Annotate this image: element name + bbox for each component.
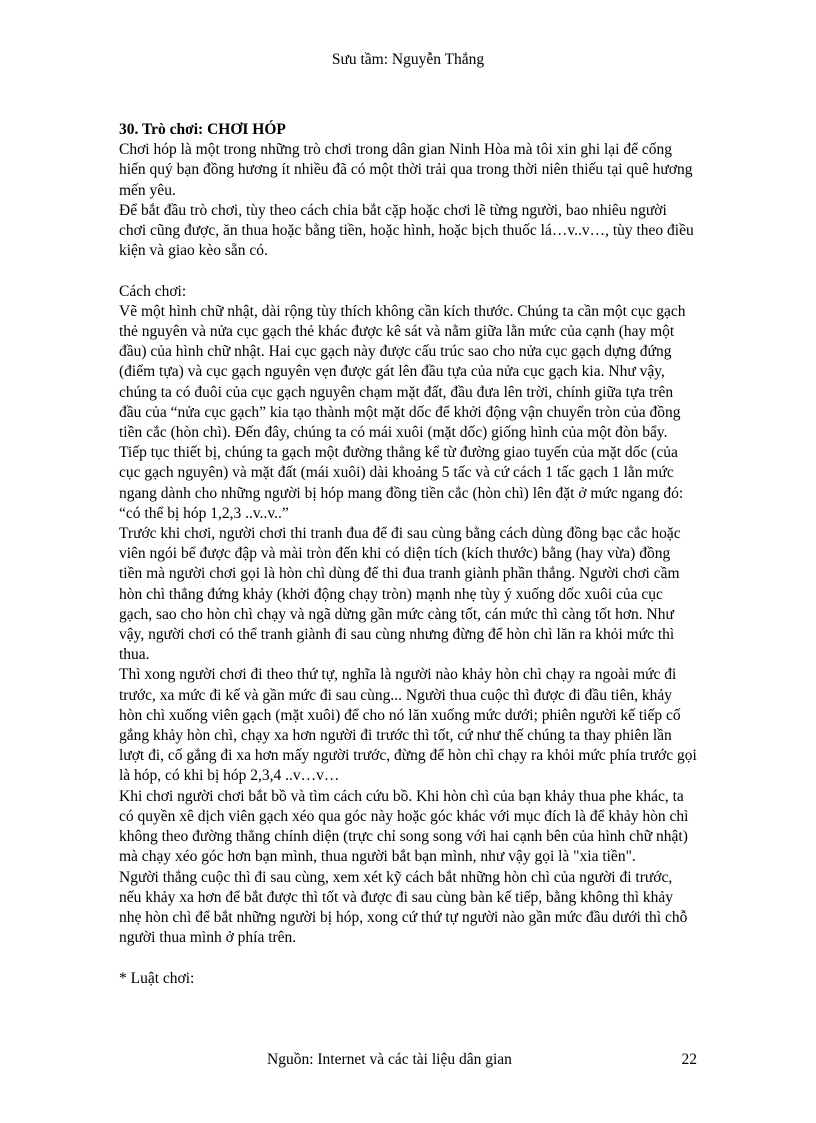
page-header [0, 51, 816, 69]
document-body [119, 120, 697, 989]
page-number: 22 [681, 1051, 697, 1068]
paragraph-spacer [119, 261, 697, 281]
how-to-play-paragraph: Trước khi chơi, người chơi thi tranh đua để đi sau cùng bằng cách dùng đồng bạc cắc hoặc viên ngói bể được đập và mài tròn đến khi có diện tích (kích thước) bằng (hay vừa) đồng tiền mà người chơi gọi là hòn chì dùng để thi đua tranh giành phần thắng. Người chơi cầm hòn chì thẳng đứng khảy (khởi động chạy tròn) mạnh nhẹ tùy ý xuống dốc xuôi của cục gạch, sao cho hòn chì chạy và ngã dừng gần mức càng tốt, cán mức thì càng tốt hơn. Như vậy, người chơi có thể tranh giành đi sau cùng nhưng đừng để hòn chì lăn ra khỏi mức thì thua. [119, 525, 681, 664]
how-to-play-paragraph: Vẽ một hình chữ nhật, dài rộng tùy thích không cần kích thước. Chúng ta cần một cục gạch thẻ nguyên và nửa cục gạch thẻ khác được kê sát và nằm giữa lằn mức của cạnh (hay một đầu) của hình chữ nhật. Hai cục gạch này được cấu trúc sao cho nửa cục gạch dựng đứng (điểm tựa) và cục gạch nguyên vẹn được gát lên đầu tựa của nửa cục gạch kia. Như vậy, chúng ta có đuôi của cục gạch nguyên chạm mặt đất, đầu đưa lên trời, chính giữa tựa trên đầu của “nửa cục gạch” kia tạo thành một mặt dốc để khởi động vận chuyển tròn của đồng tiền cắc (hòn chì). Đến đây, chúng ta có mái xuôi (mặt dốc) giống hình của một đòn bẩy. [119, 302, 686, 442]
article-title: 30. Trò chơi: CHƠI HÓP [119, 121, 286, 138]
intro-paragraph: Chơi hóp là một trong những trò chơi trong dân gian Ninh Hòa mà tôi xin ghi lại để cống hiến quý bạn đồng hương ít nhiều đã có một thời trải qua trong thời niên thiếu tại quê hương mến yêu. [119, 141, 693, 199]
footer-source: Nguồn: Internet và các tài liệu dân gian [267, 1051, 512, 1068]
intro-paragraph: Để bắt đầu trò chơi, tùy theo cách chia bắt cặp hoặc chơi lẽ từng người, bao nhiêu người chơi cũng được, ăn thua hoặc bằng tiền, hoặc hình, hoặc bịch thuốc lá…v..v…, tùy theo điều kiện và giao kèo sẵn có. [119, 201, 694, 260]
rules-heading: * Luật chơi: [119, 969, 195, 987]
how-to-play-paragraph: Người thắng cuộc thì đi sau cùng, xem xét kỹ cách bắt những hòn chì của người đi trước, nếu khảy xa hơn để bắt được thì tốt và được đi sau cùng bàn kế tiếp, bằng không thì khảy nhẹ hòn chì để bắt những người bị hóp, xong cứ thứ tự người nào gần mức đầu dưới thì chỗ người thua mình ở phía trên. [119, 868, 688, 947]
collector-credit: Sưu tầm: Nguyễn Thắng [331, 51, 485, 68]
how-to-play-paragraph: Tiếp tục thiết bị, chúng ta gạch một đường thẳng kể từ đường giao tuyến của mặt dốc (của cục gạch nguyên) và mặt đất (mái xuôi) dài khoảng 5 tấc và cứ cách 1 tấc gạch 1 lằn mức ngang dành cho những người bị hóp mang đồng tiền cắc (hòn chì) lên đặt ở mức ngang đó: “có thể bị hóp 1,2,3 ..v..v..” [119, 444, 684, 522]
how-to-play-paragraph: Khi chơi người chơi bắt bồ và tìm cách cứu bồ. Khi hòn chì của bạn khảy thua phe khác, ta có quyền xê dịch viên gạch xéo qua góc này hoặc góc khác với mục đích là để khảy hòn chì không theo đường thẳng chính diện (trực chỉ song song với hai cạnh bên của hình chữ nhật) mà chạy xéo góc hơn bạn mình, thua người bắt bạn mình, như vậy gọi là "xia tiền". [119, 787, 689, 866]
how-to-play-paragraph: Thì xong người chơi đi theo thứ tự, nghĩa là người nào khảy hòn chì chạy ra ngoài mức đi trước, xa mức đi kế và gần mức đi sau cùng... Người thua cuộc thì được đi đầu tiên, khảy hòn chì xuống viên gạch (mặt xuôi) để cho nó lăn xuống mức dưới; phiên người kế tiếp cố gắng khảy hòn chì, chạy xa hơn người đi trước thì tốt, cứ như thế chúng ta thay phiên lần lượt đi, cố gắng đi xa hơn mấy người trước, đừng để hòn chì chạy ra khỏi mức phía trước gọi là hóp, có khi bị hóp 2,3,4 ..v…v… [119, 666, 697, 785]
paragraph-spacer [119, 948, 697, 968]
how-to-play-heading: Cách chơi: [119, 282, 187, 300]
